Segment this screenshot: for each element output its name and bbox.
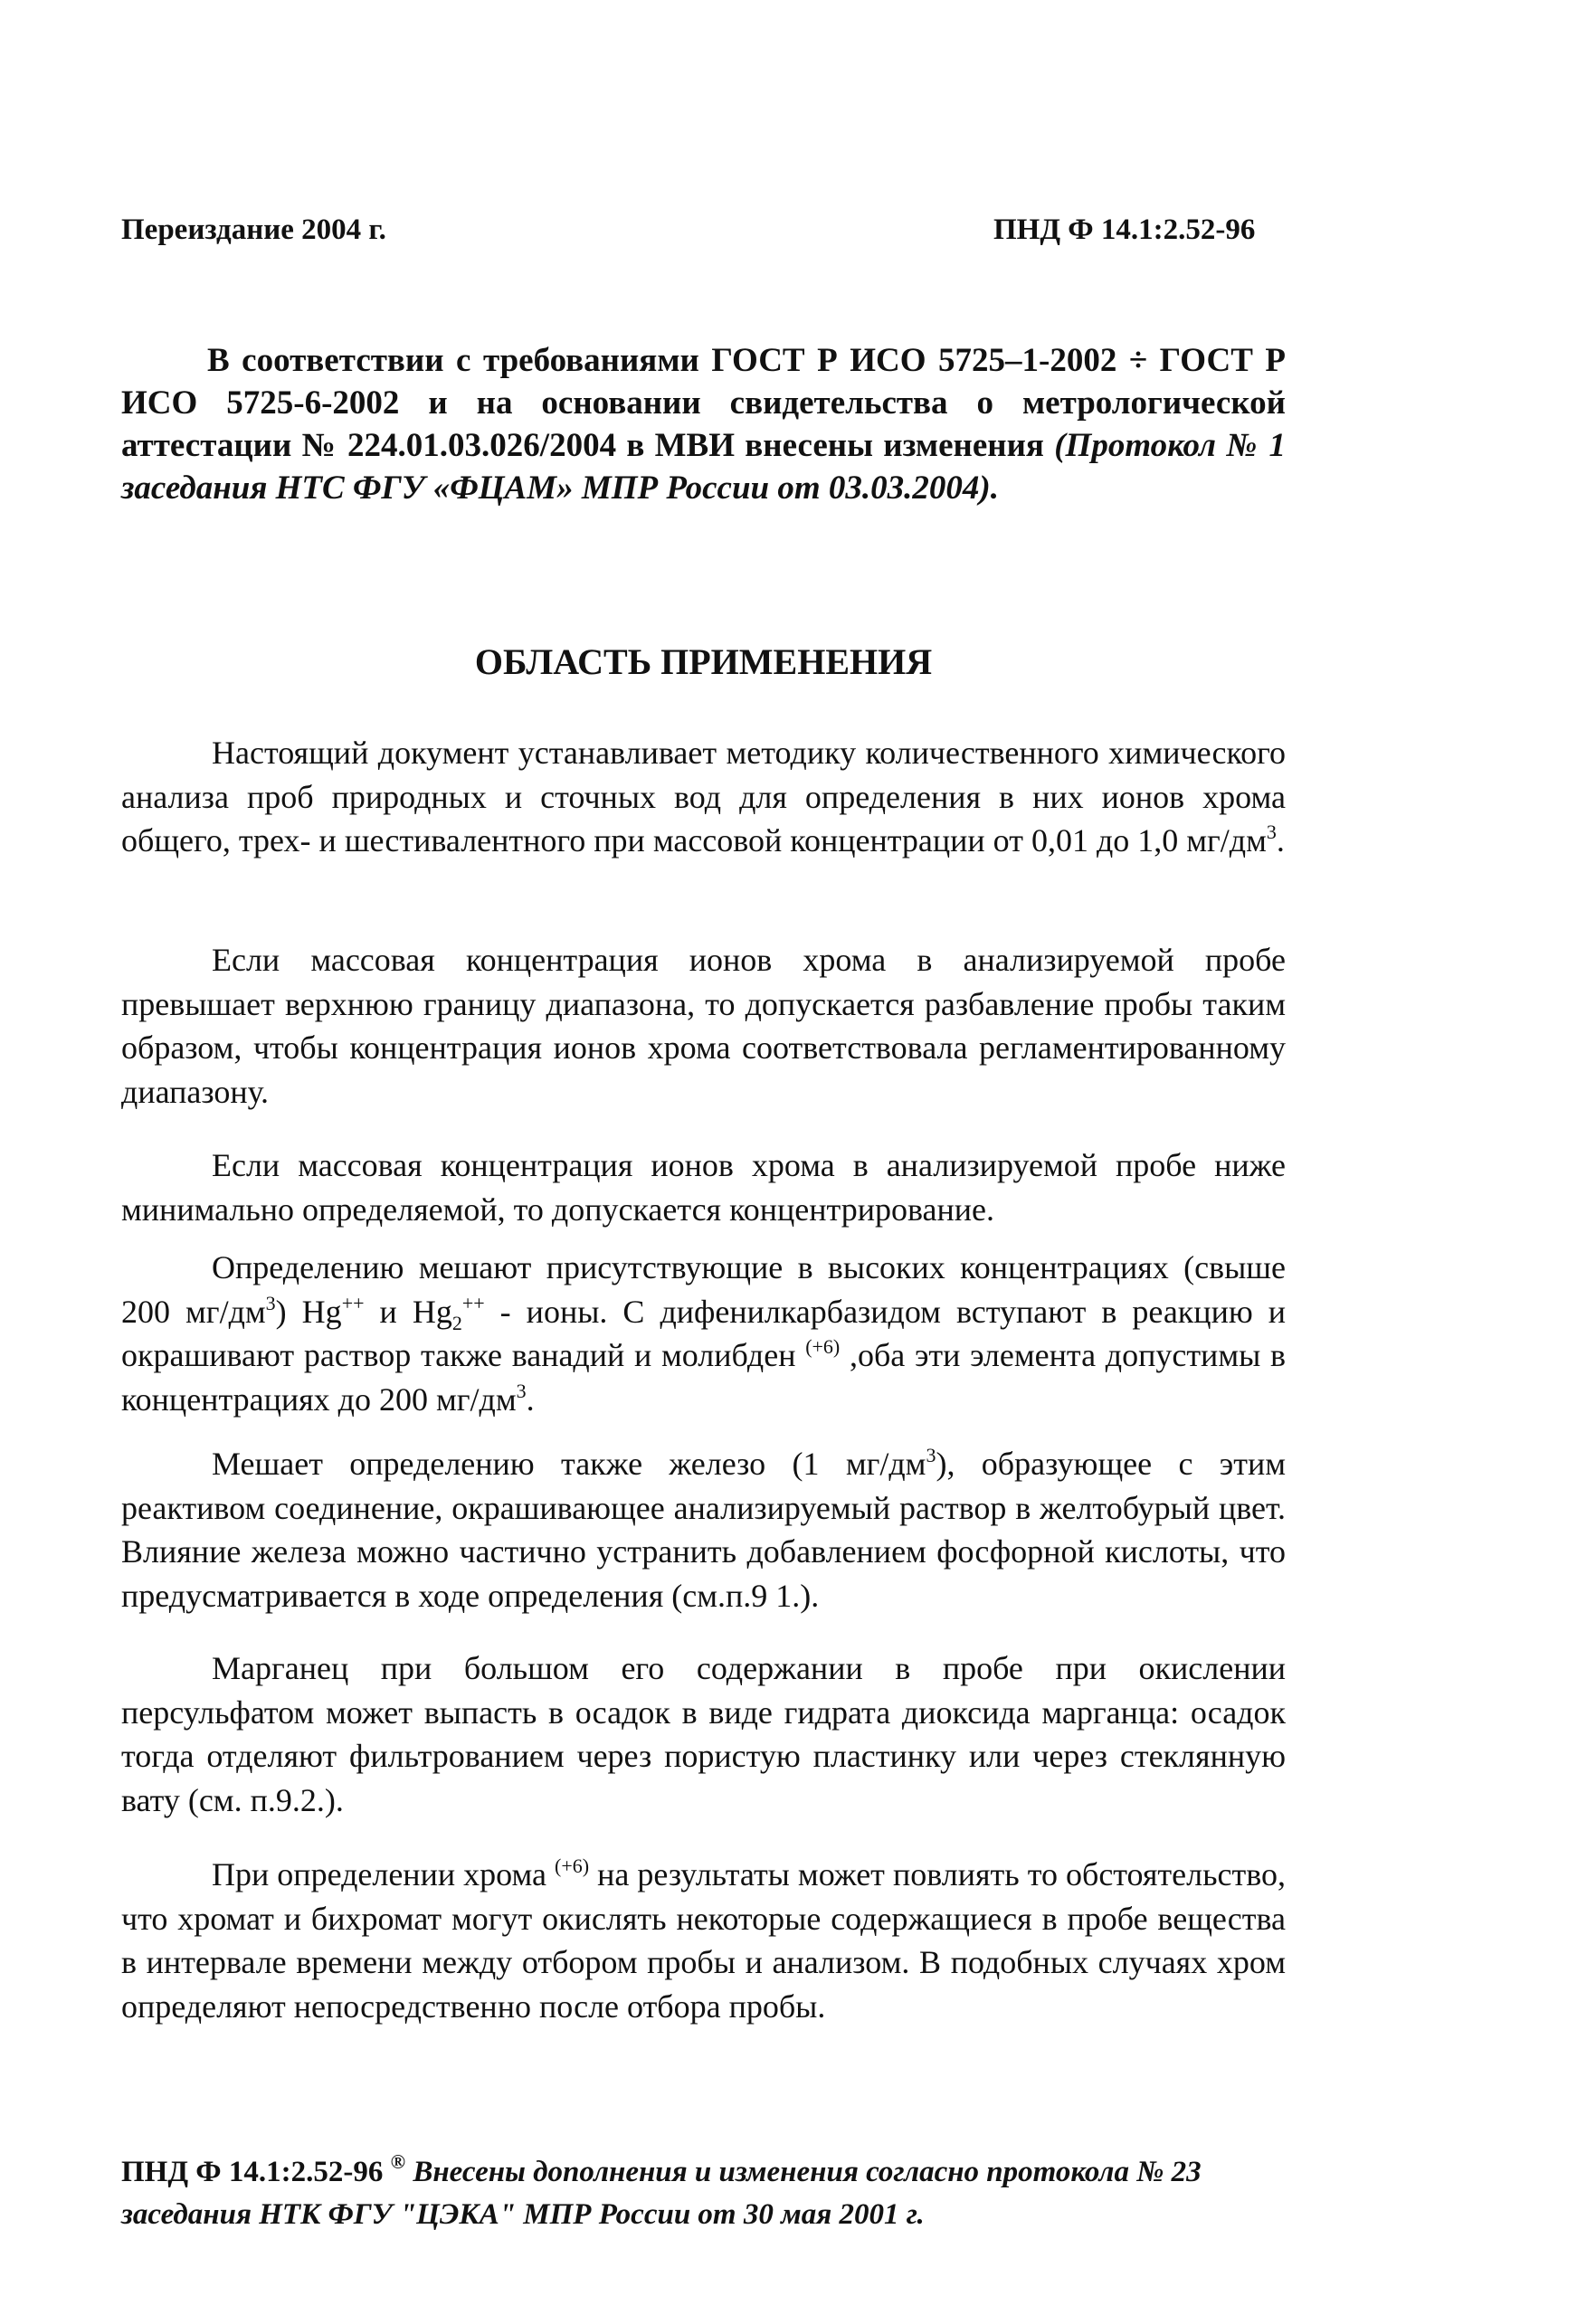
reprint-year: Переиздание 2004 г. [121,213,386,246]
amendment-protocol: (Протокол № 1 заседания НТС ФГУ «ФЦАМ» МПР России от 03.03.2004). [121,427,1286,507]
amendment-notice [121,339,1286,509]
paragraph-text: Определению мешают присутствующие в высоких концентрациях (свыше 200 мг/дм [121,1249,1286,1330]
paragraph-text: При определении хрома [212,1856,556,1892]
section-title: ОБЛАСТЬ ПРИМЕНЕНИЯ [474,641,933,682]
superscript: ++ [461,1291,485,1314]
amendment-notice-text: В соответствии с требованиями ГОСТ Р ИСО 5725–1-2002 ÷ ГОСТ Р ИСО 5725-6-2002 и на основании свидетельства о метрологической аттестации № 224.01.03.026/2004 в МВИ внесены изменения [121,342,1286,464]
superscript: 3 [926,1444,936,1466]
paragraph-text: - ионы. С дифенилкарбазидом вступают в реакцию и окрашивают раствор также ванадий и молибден [121,1293,1287,1373]
paragraph-text: ) Hg [275,1293,342,1330]
paragraph-text: . [1276,822,1285,858]
paragraph-chromate [121,1853,1286,2028]
superscript: 3 [516,1379,527,1402]
footer-text: Внесены дополнения и изменения согласно протокола № 23 заседания НТК ФГУ "ЦЭКА" МПР России от 30 мая 2001 г. [121,2156,1202,2231]
superscript: ++ [341,1291,365,1314]
paragraph-text: Мешает определению также железо (1 мг/дм [212,1446,926,1482]
paragraph-interference [121,1246,1286,1421]
paragraph-text: ,оба эти элемента допустимы в концентрациях до 200 мг/дм [121,1337,1286,1418]
paragraph-text: и Hg [364,1293,452,1330]
superscript: (+6) [805,1335,841,1358]
superscript: (+6) [555,1854,590,1877]
subscript: 2 [451,1311,462,1334]
paragraph-text: . [526,1380,535,1418]
superscript: 3 [265,1291,276,1314]
paragraph-dilution: Если массовая концентрация ионов хрома в анализируемой пробе превышает верхнюю границу диапазона, то допускается разбавление пробы таким образом, чтобы концентрация ионов хрома соответствовала регламентированному диапазону. [121,942,1286,1110]
footer-code: ПНД Ф 14.1:2.52-96 [121,2156,391,2188]
paragraph-iron [121,1442,1286,1617]
paragraph-text: Настоящий документ устанавливает методику количественного химического анализа проб природных и сточных вод для определения в них ионов хрома общего, трех- и шестивалентного при массовой концентрации от 0,01 до 1,0 мг/дм [121,735,1286,858]
document-code: ПНД Ф 14.1:2.52-96 [993,213,1256,246]
footer-note [121,2151,1286,2236]
paragraph-concentration: Если массовая концентрация ионов хрома в анализируемой пробе ниже минимально определяемой, то допускается концентрирование. [121,1147,1286,1228]
superscript: 3 [1266,821,1277,843]
registered-mark: ® [390,2150,406,2173]
paragraph-scope [121,731,1286,863]
paragraph-text: ), образующее с этим реактивом соединение, окрашивающее анализируемый раствор в желтобурый цвет. Влияние железа можно частично устранить добавлением фосфорной кислоты, что предусматривается в ходе определения (см.п.9 1.). [121,1446,1287,1614]
paragraph-manganese: Марганец при большом его содержании в пробе при окислении персульфатом может выпасть в осадок в виде гидрата диоксида марганца: осадок тогда отделяют фильтрованием через пористую пластинку или через стеклянную вату (см. п.9.2.). [121,1650,1286,1818]
paragraph-text: на результаты может повлиять то обстоятельство, что хромат и бихромат могут окислять некоторые содержащиеся в пробе вещества в интервале времени между отбором пробы и анализом. В подобных случаях хром определяют непосредственно после отбора пробы. [121,1856,1286,2025]
